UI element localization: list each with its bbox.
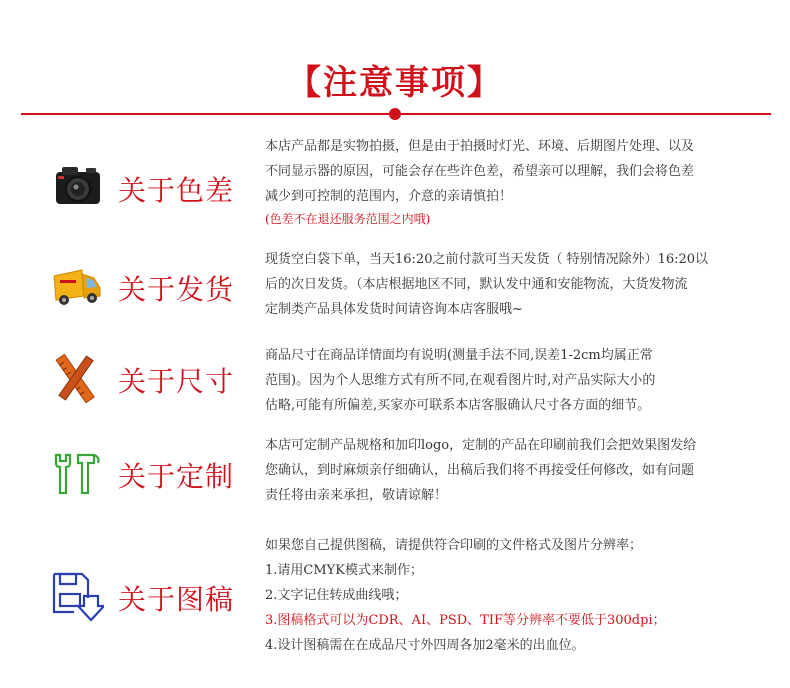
list-item: 1.请用CMYK模式来制作； xyxy=(265,563,423,578)
description-line: 现货空白袋下单，当天16:20之前付款可当天发货（ 特别情况除外）16:20以 xyxy=(265,252,709,267)
list-item: 4.设计图稿需在在成品尺寸外四周各加2毫米的出血位。 xyxy=(265,638,585,653)
file-download-icon xyxy=(48,568,104,624)
section-description xyxy=(265,343,755,418)
camera-icon xyxy=(48,158,104,214)
list-item: 2.文字记住转成曲线哦； xyxy=(265,588,408,603)
color-difference-note: (色差不在退还服务范围之内哦) xyxy=(265,212,431,226)
section-title: 关于图稿 xyxy=(118,583,235,616)
description-line: 本店产品都是实物拍摄，但是由于拍摄时灯光、环境、后期图片处理、以及 xyxy=(265,139,695,154)
tools-icon xyxy=(48,445,104,501)
section-size xyxy=(0,338,790,428)
section-artwork xyxy=(0,530,790,680)
description-line: 本店可定制产品规格和加印logo，定制的产品在印刷前我们会把效果图发给 xyxy=(265,438,697,453)
description-line: 您确认，到时麻烦亲仔细确认，出稿后我们将不再接受任何修改，如有问题 xyxy=(265,463,695,478)
description-line: 责任将由亲来承担，敬请谅解！ xyxy=(265,488,448,503)
title-text: 注意事项 xyxy=(323,63,467,103)
section-title: 关于发货 xyxy=(118,273,235,306)
section-title: 关于定制 xyxy=(118,460,235,493)
header xyxy=(0,0,790,125)
artwork-intro: 如果您自己提供图稿，请提供符合印刷的文件格式及图片分辨率； xyxy=(265,538,643,553)
delivery-truck-icon xyxy=(48,258,104,314)
section-title: 关于尺寸 xyxy=(118,365,235,398)
ruler-icon xyxy=(48,350,104,406)
list-item-highlight: 3.图稿格式可以为CDR、AI、PSD、TIF等分辨率不要低于300dpi； xyxy=(265,613,666,628)
title-bracket-left: 【 xyxy=(287,63,323,103)
title-bracket-right: 】 xyxy=(467,63,503,103)
description-line: 商品尺寸在商品详情面均有说明(测量手法不同,误差1-2cm均属正常 xyxy=(265,348,653,363)
description-line: 不同显示器的原因，可能会存在些许色差，希望亲可以理解，我们会将色差 xyxy=(265,164,695,179)
section-description xyxy=(265,433,755,508)
section-color-difference xyxy=(0,125,790,235)
section-shipping xyxy=(0,240,790,335)
description-line: 范围)。因为个人思维方式有所不同,在观看图片时,对产品实际大小的 xyxy=(265,373,656,388)
page-title xyxy=(0,55,790,104)
section-customization xyxy=(0,430,790,525)
section-description xyxy=(265,533,755,658)
description-line: 估略,可能有所偏差,买家亦可联系本店客服确认尺寸各方面的细节。 xyxy=(265,398,651,413)
title-divider-dot xyxy=(389,108,401,120)
description-line: 减少到可控制的范围内，介意的亲请慎拍！ xyxy=(265,189,513,204)
description-line: 后的次日发货。（本店根据地区不同，默认发中通和安能物流，大货发物流 xyxy=(265,277,688,292)
section-description xyxy=(265,247,755,322)
section-title: 关于色差 xyxy=(118,174,235,207)
section-description xyxy=(265,134,755,229)
description-line: 定制类产品具体发货时间请咨询本店客服哦~ xyxy=(265,302,523,317)
